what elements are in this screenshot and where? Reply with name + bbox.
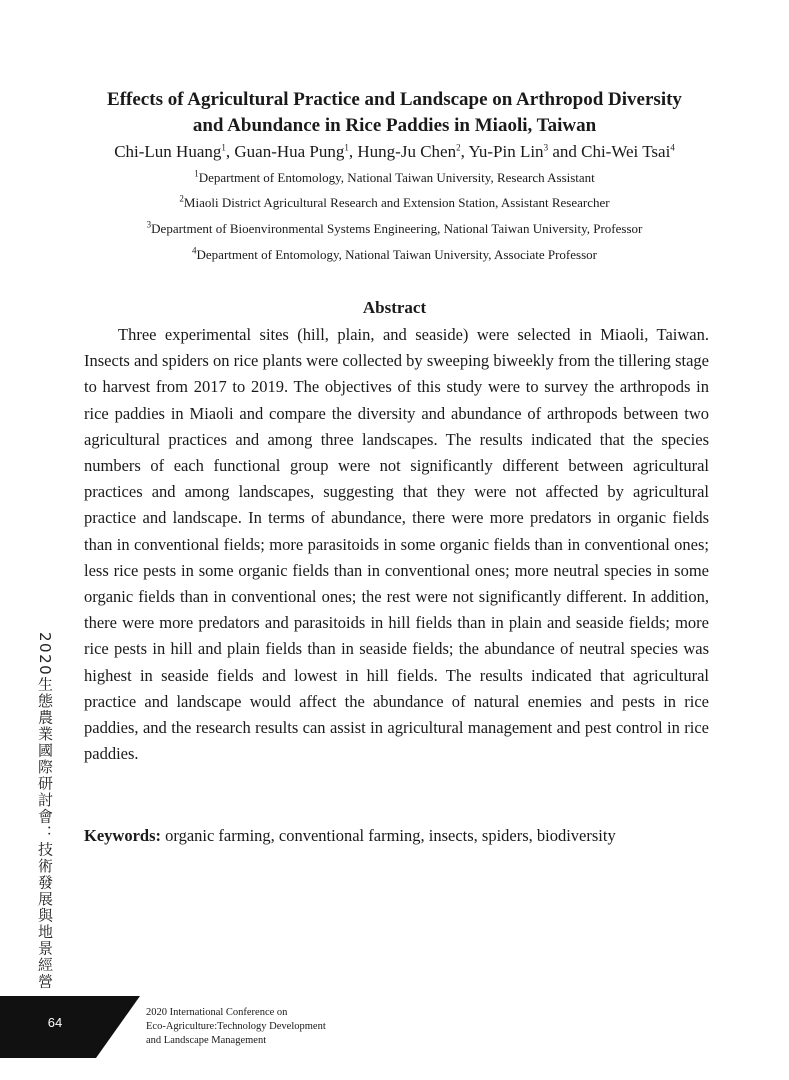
keywords — [84, 825, 709, 847]
footer-conference-line: and Landscape Management — [146, 1035, 267, 1046]
author-name: Chi-Wei Tsai — [581, 142, 671, 161]
affiliation — [40, 195, 749, 211]
paper-title — [40, 87, 749, 139]
affiliation-sup: 4 — [192, 245, 197, 256]
footer-conference-line: Eco-Agriculture:Technology Development — [146, 1021, 326, 1032]
author-sup: 1 — [344, 142, 349, 153]
footer-conference-line: 2020 International Conference on — [146, 1007, 288, 1018]
author-sup: 3 — [543, 142, 549, 153]
affiliation-text: Department of Entomology, National Taiwan University, Associate Professor — [196, 247, 597, 262]
author-list — [40, 142, 749, 162]
author-name: Guan-Hua Pung — [234, 142, 345, 161]
abstract-body: Three experimental sites (hill, plain, and seaside) were selected in Miaoli, Taiwan. Insects and spiders on rice plants were collected by sweeping biweekly from the tillering stage to harvest from 2017 to 2019. The objectives of this study were to survey the arthropods in rice paddies in Miaoli and compare the diversity and abundance of arthropods between two agricultural practices and among three landscapes. The results indicated that the species numbers of each functional group were not significantly different between agricultural practices and among landscapes, suggesting that they were not affected by agricultural practice and landscape. In terms of abundance, there were more predators in organic fields than in conventional fields; more parasitoids in some organic fields than in conventional ones; less rice pests in some organic fields than in conventional ones; more neutral species in some organic fields than in conventional ones; the rest were not significantly different. In addition, there were more predators and parasitoids in hill fields than in plain and seaside fields; more rice pests in hill and plain fields than in seaside fields; the abundance of neutral species was highest in seaside fields and lowest in hill fields. The results indicated that agricultural practice and landscape would affect the abundance of natural enemies and pests in rice paddies, and the research results can assist in agricultural management and pest control in rice paddies. — [84, 325, 709, 764]
title-line-2: and Abundance in Rice Paddies in Miaoli, Taiwan — [192, 115, 597, 136]
footer-conference — [146, 1006, 326, 1048]
keywords-label: Keywords: — [84, 826, 161, 845]
author-separator: , — [460, 142, 469, 161]
author-name: Hung-Ju Chen — [357, 142, 457, 161]
author-sup: 1 — [221, 142, 226, 153]
author-sup: 4 — [670, 142, 675, 153]
affiliation — [40, 247, 749, 263]
author-separator: , — [348, 142, 358, 161]
affiliation-sup: 3 — [146, 219, 152, 230]
affiliation-text: Department of Entomology, National Taiwan University, Research Assistant — [198, 170, 595, 185]
title-line-1: Effects of Agricultural Practice and Landscape on Arthropod Diversity — [107, 89, 682, 110]
side-conference-title: 2020生態農業國際研討會：技術發展與地景經營 — [36, 632, 54, 990]
author-sup: 2 — [456, 142, 461, 153]
affiliation-text: Miaoli District Agricultural Research and Extension Station, Assistant Researcher — [183, 195, 610, 210]
affiliation-text: Department of Bioenvironmental Systems Engineering, National Taiwan University, Professor — [151, 221, 643, 236]
author-separator: , — [225, 142, 235, 161]
author-name: Yu-Pin Lin — [468, 142, 544, 161]
author-name: Chi-Lun Huang — [114, 142, 222, 161]
abstract-heading: Abstract — [362, 298, 427, 317]
affiliation-sup: 2 — [179, 193, 184, 204]
affiliation — [40, 170, 749, 186]
page-number: 64 — [47, 1015, 63, 1030]
author-separator: and — [548, 142, 582, 161]
affiliation — [40, 221, 749, 237]
affiliation-sup: 1 — [194, 168, 199, 179]
keywords-text: organic farming, conventional farming, insects, spiders, biodiversity — [161, 826, 616, 845]
